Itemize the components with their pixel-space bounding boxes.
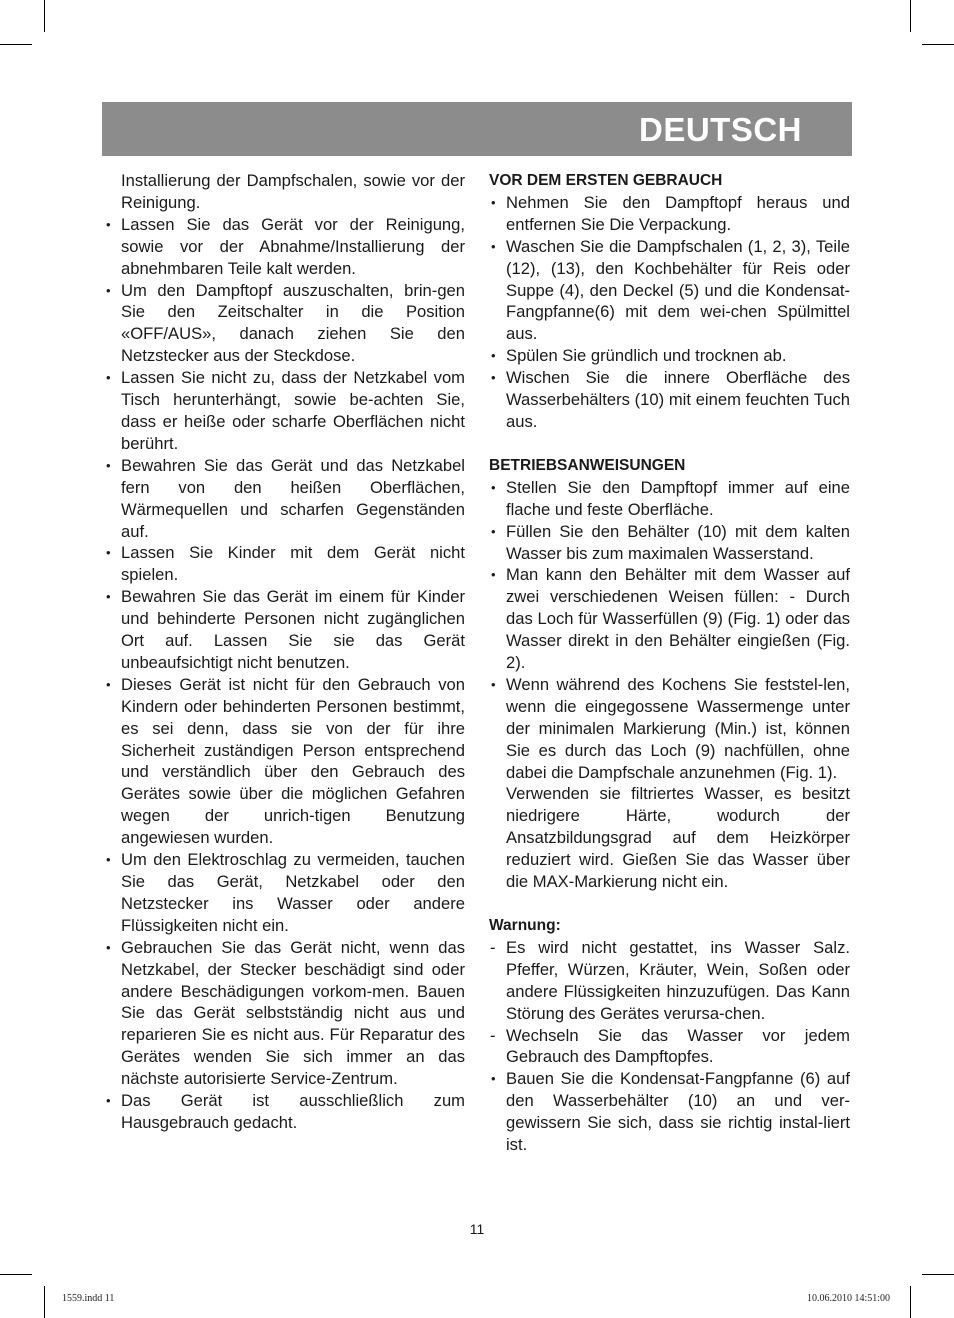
list-item: • Spülen Sie gründlich und trocknen ab. — [491, 346, 787, 366]
bullet-mark: • — [491, 479, 496, 495]
language-title: DEUTSCH — [638, 111, 802, 148]
section-heading: VOR DEM ERSTEN GEBRAUCH — [489, 172, 723, 189]
language-header-bar — [102, 102, 852, 156]
section-heading: BETRIEBSANWEISUNGEN — [489, 456, 686, 474]
bullet-mark: • — [491, 348, 496, 364]
list-item: • Waschen Sie die Dampfschalen (1, 2, 3), Teile (12), (13), den Kochbehälter für Reis oder Suppe (4), den Deckel (5) und die Kondensat-Fangpfanne(6) mit dem wei-chen Spülmittel aus. — [491, 236, 850, 344]
section-spacer — [489, 433, 850, 455]
bullet-mark: • — [491, 1071, 496, 1087]
page-number: 11 — [469, 1221, 485, 1237]
bullet-mark: • — [491, 370, 496, 386]
list-item: • Wenn während des Kochens Sie feststel-len, wenn die eingegossene Wassermenge unter der minimalen Markierung (Min.) ist, können Sie es durch das Loch (9) nachfüllen, ohne dabei die Dampfschale anzunehmen (Fig. 1). — [491, 674, 850, 782]
dash-mark: - — [490, 937, 496, 957]
bullet-mark: • — [491, 676, 496, 692]
crop-mark — [922, 44, 954, 45]
list-item: • Um den Elektroschlag zu vermeiden, tauchen Sie das Gerät, Netzkabel oder den Netzstecker ins Wasser oder andere Flüssigkeiten nicht ein. — [106, 850, 465, 935]
crop-mark — [0, 44, 32, 45]
bullet-mark: • — [106, 1093, 111, 1109]
list-item: • Stellen Sie den Dampftopf immer auf eine flache und feste Oberfläche. — [491, 477, 850, 519]
crop-mark — [910, 0, 911, 32]
continuation-paragraph: Verwenden sie filtriertes Wasser, es besitzt niedrigere Härte, wodurch der Ansatzbildungsgrad auf dem Heizkörper reduziert wird. Gießen Sie das Wasser über die MAX-Markierung nicht ein. — [506, 784, 850, 892]
bullet-mark: • — [491, 567, 496, 583]
list-item: • Lassen Sie nicht zu, dass der Netzkabel vom Tisch herunterhängt, sowie be-achten Sie, dass er heiße oder scharfe Oberflächen nicht berührt. — [106, 368, 465, 453]
crop-mark — [0, 1274, 32, 1275]
list-item: • Um den Dampftopf auszuschalten, brin-gen Sie den Zeitschalter in die Position «OFF/AUS», danach ziehen Sie den Netzstecker aus der Steckdose. — [106, 280, 465, 366]
bullet-mark: • — [491, 194, 496, 210]
date-slug: 10.06.2010 14:51:00 — [806, 1293, 890, 1304]
list-item: • Das Gerät ist ausschließlich zum Hausgebrauch gedacht. — [106, 1091, 465, 1132]
list-item: • Nehmen Sie den Dampftopf heraus und entfernen Sie Die Verpackung. — [491, 192, 850, 234]
list-item: • Bauen Sie die Kondensat-Fangpfanne (6) auf den Wasserbehälter (10) an und ver-gewissern Sie sich, dass sie richtig instal-liert ist. — [491, 1069, 850, 1155]
list-item: • Lassen Sie das Gerät vor der Reinigung, sowie vor der Abnahme/Installierung der abnehmbaren Teile kalt werden. — [106, 214, 465, 278]
bullet-mark: • — [106, 282, 111, 298]
bullet-mark: • — [106, 676, 111, 692]
list-item: • Bewahren Sie das Gerät im einem für Kinder und behinderte Personen nicht zugänglichen Ort auf. Lassen Sie sie das Gerät unbeaufsichtigt nicht benutzen. — [106, 587, 465, 672]
dash-mark: - — [490, 1025, 496, 1045]
left-column — [104, 170, 465, 1134]
warning-heading: Warnung: — [489, 917, 561, 934]
bullet-mark: • — [491, 238, 496, 254]
crop-mark — [910, 1286, 911, 1318]
list-item: • Gebrauchen Sie das Gerät nicht, wenn das Netzkabel, der Stecker beschädigt sind oder andere Beschädigungen vorkom-men. Bauen Sie das Gerät selbstständig nicht aus und reparieren Sie es nicht aus. Für Reparatur des Gerätes wenden Sie sich immer an das nächste autorisierte Service-Zentrum. — [106, 937, 465, 1089]
crop-mark — [922, 1274, 954, 1275]
list-item: - Es wird nicht gestattet, ins Wasser Salz. Pfeffer, Würzen, Kräuter, Wein, Soßen oder andere Flüssigkeiten hinzuzufügen. Das Kann Störung des Gerätes verursa-chen. — [490, 937, 850, 1023]
bullet-mark: • — [106, 545, 111, 561]
bullet-mark: • — [106, 852, 111, 868]
list-item: • Wischen Sie die innere Oberfläche des Wasserbehälters (10) mit einem feuchten Tuch aus. — [491, 368, 850, 431]
list-item: • Füllen Sie den Behälter (10) mit dem kalten Wasser bis zum maximalen Wasserstand. — [491, 521, 850, 563]
list-item: • Dieses Gerät ist nicht für den Gebrauch von Kindern oder behinderten Personen bestimmt, es sei denn, dass sie von der für ihre Sicherheit zuständigen Person entsprechend und verständlich über den Gebrauch des Gerätes sowie über die möglichen Gefahren wegen der unrich-tigen Benutzung angewiesen wurden. — [106, 674, 465, 848]
bullet-mark: • — [106, 370, 111, 386]
file-slug: 1559.indd 11 — [62, 1293, 115, 1304]
list-item: • Bewahren Sie das Gerät und das Netzkabel fern von den heißen Oberflächen, Wärmequellen und scharfen Gegenständen auf. — [106, 455, 465, 541]
list-item: - Wechseln Sie das Wasser vor jedem Gebrauch des Dampftopfes. — [490, 1025, 850, 1067]
list-item: • Lassen Sie Kinder mit dem Gerät nicht spielen. — [106, 543, 465, 585]
bullet-mark: • — [106, 216, 111, 232]
lead-paragraph: Installierung der Dampfschalen, sowie vor der Reinigung. — [121, 171, 465, 212]
bullet-mark: • — [491, 523, 496, 539]
bullet-mark: • — [106, 589, 111, 605]
bullet-mark: • — [106, 939, 111, 955]
section-spacer — [489, 893, 850, 915]
crop-mark — [44, 0, 45, 32]
bullet-mark: • — [106, 457, 111, 473]
crop-mark — [44, 1286, 45, 1318]
right-column — [489, 170, 850, 1156]
list-item: • Man kann den Behälter mit dem Wasser auf zwei verschiedenen Weisen füllen: - Durch das Loch für Wasserfüllen (9) (Fig. 1) oder das Wasser direkt in den Behälter eingießen (Fig. 2). — [491, 565, 850, 673]
